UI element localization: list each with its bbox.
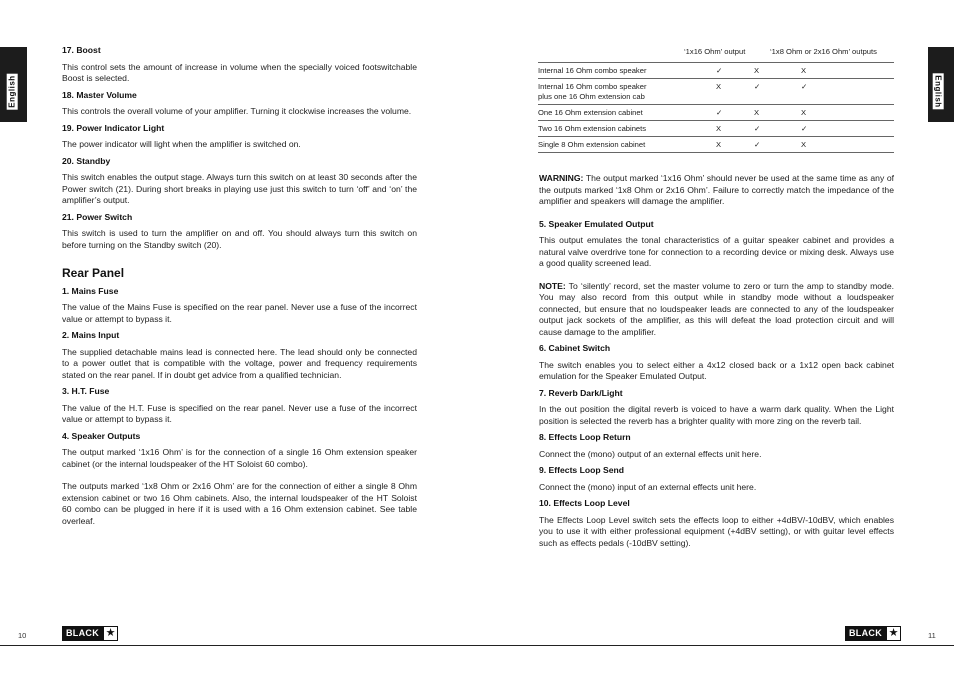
table-cell: ✓ — [801, 121, 894, 137]
table-cell: ✓ — [754, 121, 801, 137]
table-row — [538, 137, 894, 153]
section-body: The value of the H.T. Fuse is specified on the rear panel. Never use a fuse of the incorrect value or attempt to bypass it. — [62, 402, 417, 424]
table-cell: ✓ — [754, 137, 801, 153]
table-cell-label: Two 16 Ohm extension cabinets — [538, 121, 716, 137]
table-row — [538, 105, 894, 121]
section-body: Connect the (mono) output of an external effects unit here. — [539, 448, 762, 459]
section-body: The outputs marked ‘1x8 Ohm or 2x16 Ohm’ are for the connection of either a single 8 Ohm extension cabinet or two 16 Ohm cabinets. Also, the internal loudspeaker of the HT Soloist 60 combo can be plugged in here if it is used with a 16 Ohm extension cabinet. See table overleaf. — [62, 481, 417, 526]
section-body: The supplied detachable mains lead is connected here. The lead should only be connected to a power outlet that is compatible with the voltage, power and frequency requirements stated on the rear panel. If in doubt get advice from a qualified technician. — [62, 346, 417, 380]
star-icon: ★ — [886, 626, 901, 641]
table-header — [538, 47, 684, 61]
section-body: This control sets the amount of increase in volume when the specially voiced footswitchable Boost is selected. — [62, 61, 417, 83]
table-cell: ✓ — [716, 63, 754, 79]
side-label-left: English — [7, 75, 17, 108]
table-header-row — [538, 47, 894, 61]
section-body: The Effects Loop Level switch sets the effects loop to either +4dBV/-10dBV, which enables you to use it with either professional equipment (+4dBV setting), or with guitar level effects such as effects pedals (-10dBV setting). — [539, 514, 894, 548]
section-body: The value of the Mains Fuse is specified on the rear panel. Never use a fuse of the incorrect value or attempt to bypass it. — [62, 302, 417, 324]
logo-text: BLACK — [845, 626, 886, 641]
section-title: 21. Power Switch — [62, 211, 133, 222]
table-cell: X — [801, 137, 894, 153]
left-column — [62, 45, 417, 532]
table-cell-label: Internal 16 Ohm combo speaker plus one 16 Ohm extension cab — [538, 79, 716, 105]
section-body: This switch enables the output stage. Always turn this switch on at least 30 seconds after the Power switch (21). During short breaks in playing use just this switch to turn ‘off’ and ‘on’ the amplifier’s output. — [62, 172, 417, 205]
table-cell: X — [716, 137, 754, 153]
section-title: 17. Boost — [62, 45, 101, 55]
section-title: 10. Effects Loop Level — [539, 498, 630, 508]
table-cell: X — [754, 105, 801, 121]
section-body: This switch is used to turn the amplifier on and off. You should always turn this switch on before turning on the Standby switch (20). — [62, 228, 417, 250]
warning-paragraph: WARNING: The output marked ‘1x16 Ohm’ should never be used at the same time as any of the outputs marked ‘1x8 Ohm or 2x16 Ohm’. Failure to correctly match the impedance of the amplifier and speakers will damage the amplifier. — [539, 173, 894, 206]
section-title: 5. Speaker Emulated Output — [539, 218, 654, 229]
section-title: 2. Mains Input — [62, 330, 120, 340]
table-header: ‘1x8 Ohm or 2x16 Ohm’ outputs — [770, 47, 877, 56]
section-title: 4. Speaker Outputs — [62, 430, 141, 441]
rear-panel-heading: Rear Panel — [62, 266, 125, 280]
section-title: 20. Standby — [62, 155, 111, 166]
side-label-right: English — [933, 75, 943, 108]
speaker-outputs-table-body — [538, 62, 894, 153]
star-icon: ★ — [103, 626, 118, 641]
table-row — [538, 63, 894, 79]
right-column — [539, 173, 894, 554]
section-body: This output emulates the tonal characteristics of a guitar speaker cabinet and provides a natural valve overdrive tone for connection to a recording device or mixing desk. Always use a good quality screened lead. — [539, 235, 894, 268]
table-cell: X — [801, 63, 894, 79]
page-number-left: 10 — [18, 631, 27, 640]
table-row — [538, 79, 894, 105]
table-cell: X — [801, 105, 894, 121]
table-cell: X — [716, 79, 754, 105]
section-title: 19. Power Indicator Light — [62, 122, 165, 133]
section-title: 1. Mains Fuse — [62, 285, 119, 296]
section-title: 7. Reverb Dark/Light — [539, 387, 623, 398]
table-cell-label: Single 8 Ohm extension cabinet — [538, 137, 716, 153]
section-title: 8. Effects Loop Return — [539, 432, 631, 442]
section-body: The switch enables you to select either a 4x12 closed back or a 1x12 open back cabinet emulation for the Speaker Emulated Output. — [539, 359, 894, 381]
logo-text: BLACK — [62, 626, 103, 641]
table-header: ‘1x16 Ohm’ output — [684, 47, 746, 56]
section-title: 9. Effects Loop Send — [539, 465, 624, 475]
table-row — [538, 121, 894, 137]
table-cell: X — [716, 121, 754, 137]
table-cell: ✓ — [754, 79, 801, 105]
brand-logo-left — [62, 626, 118, 641]
page-number-right: 11 — [928, 631, 936, 640]
section-body: In the out position the digital reverb is voiced to have a warm dark quality. When the Light position is selected the reverb has a brighter quality with more zing on the reverb tail. — [539, 404, 894, 426]
table-cell: X — [754, 63, 801, 79]
section-body: This controls the overall volume of your amplifier. Turning it clockwise increases the volume. — [62, 106, 412, 116]
table-cell-label: One 16 Ohm extension cabinet — [538, 105, 716, 121]
table-cell: ✓ — [801, 79, 894, 105]
table-cell-label: Internal 16 Ohm combo speaker — [538, 63, 716, 79]
section-title: 18. Master Volume — [62, 89, 137, 100]
section-title: 3. H.T. Fuse — [62, 386, 110, 396]
section-body: The output marked ‘1x16 Ohm’ is for the connection of a single 16 Ohm extension speaker cabinet (or the internal loudspeaker of the HT Soloist 60 combo). — [62, 447, 417, 469]
note-paragraph: NOTE: To ‘silently’ record, set the master volume to zero or turn the amp to standby mode. You may also record from this output while in standby mode without a loudspeaker connected, but ensure that no loudspeaker leads are connected to any of the loudspeaker output jack sockets of the amplifier, as this will defeat the load protection circuit and will cause damage to the amplifier. — [539, 280, 894, 337]
speaker-outputs-table — [538, 47, 894, 61]
section-body: The power indicator will light when the amplifier is switched on. — [62, 139, 301, 149]
brand-logo-right — [845, 626, 901, 641]
bottom-rule — [0, 645, 954, 646]
section-body: Connect the (mono) input of an external effects unit here. — [539, 481, 757, 492]
table-cell: ✓ — [716, 105, 754, 121]
section-title: 6. Cabinet Switch — [539, 343, 611, 353]
